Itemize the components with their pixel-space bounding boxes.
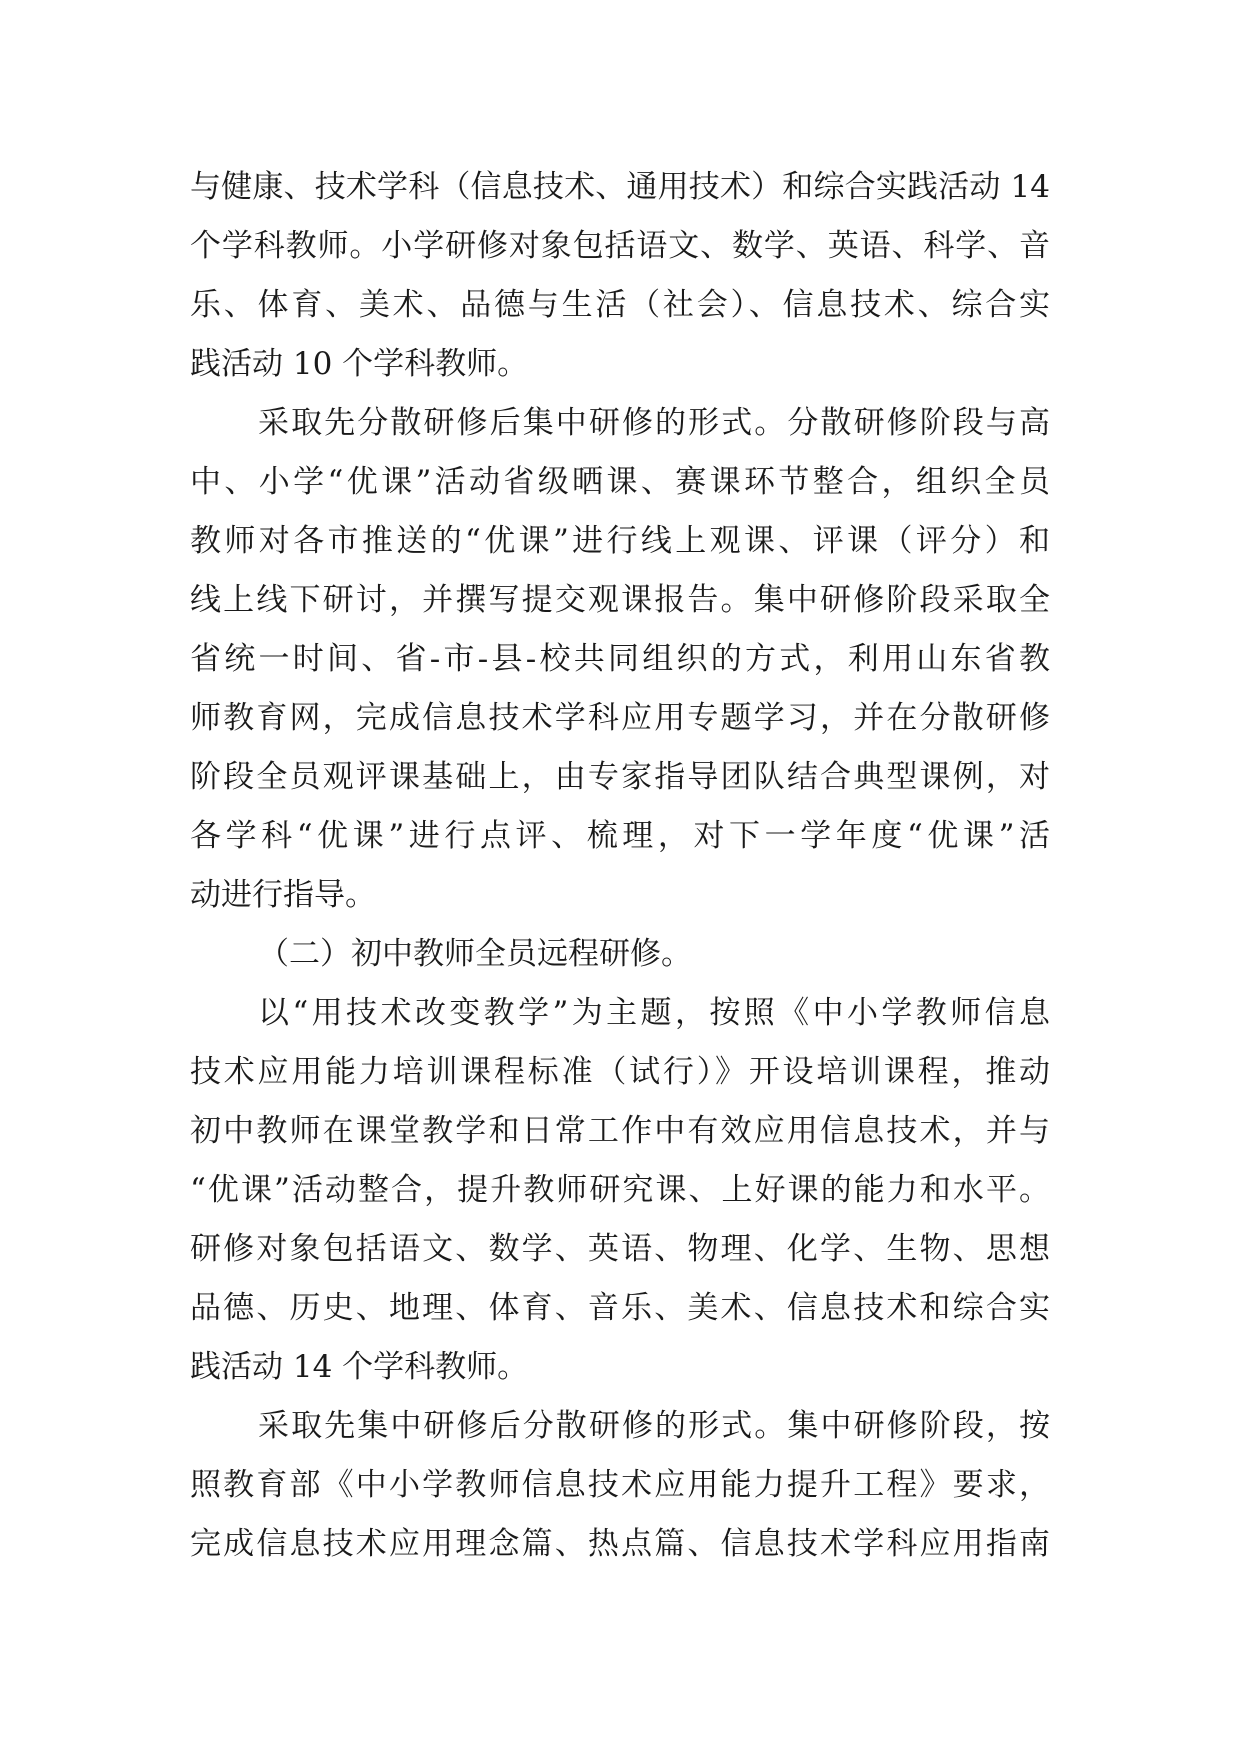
text-line: 阶段全员观评课基础上，由专家指导团队结合典型课例，对 xyxy=(190,759,1050,795)
document-body xyxy=(190,158,1050,1574)
text-line: 照教育部《中小学教师信息技术应用能力提升工程》要求， xyxy=(190,1467,1050,1503)
text-line: 个学科教师。小学研修对象包括语文、数学、英语、科学、音 xyxy=(190,228,1050,264)
text-line: 各学科“优课”进行点评、梳理，对下一学年度“优课”活 xyxy=(190,818,1050,854)
text-line: 省统一时间、省-市-县-校共同组织的方式，利用山东省教 xyxy=(190,641,1050,677)
text-line: 线上线下研讨，并撰写提交观课报告。集中研修阶段采取全 xyxy=(190,582,1050,618)
text-line: 教师对各市推送的“优课”进行线上观课、评课（评分）和 xyxy=(190,523,1050,559)
text-line: 完成信息技术应用理念篇、热点篇、信息技术学科应用指南 xyxy=(190,1526,1050,1562)
text-line: “优课”活动整合，提升教师研究课、上好课的能力和水平。 xyxy=(190,1172,1050,1208)
text-line: 中、小学“优课”活动省级晒课、赛课环节整合，组织全员 xyxy=(190,464,1050,500)
paragraph-first-line: 采取先分散研修后集中研修的形式。分散研修阶段与高 xyxy=(258,405,1050,441)
text-line: 践活动 14 个学科教师。 xyxy=(190,1349,529,1385)
text-line: 践活动 10 个学科教师。 xyxy=(190,346,529,382)
text-line: 技术应用能力培训课程标准（试行）》开设培训课程，推动 xyxy=(190,1054,1050,1090)
text-line: 与健康、技术学科（信息技术、通用技术）和综合实践活动 14 xyxy=(190,169,1050,205)
paragraph-first-line: 以“用技术改变教学”为主题，按照《中小学教师信息 xyxy=(258,995,1050,1031)
paragraph-first-line: 采取先集中研修后分散研修的形式。集中研修阶段，按 xyxy=(258,1408,1050,1444)
text-line: 研修对象包括语文、数学、英语、物理、化学、生物、思想 xyxy=(190,1231,1050,1267)
text-line: 动进行指导。 xyxy=(190,877,376,913)
text-line: 品德、历史、地理、体育、音乐、美术、信息技术和综合实 xyxy=(190,1290,1050,1326)
text-line: 师教育网，完成信息技术学科应用专题学习，并在分散研修 xyxy=(190,700,1050,736)
section-heading: （二）初中教师全员远程研修。 xyxy=(258,936,692,972)
text-line: 初中教师在课堂教学和日常工作中有效应用信息技术，并与 xyxy=(190,1113,1050,1149)
text-line: 乐、体育、美术、品德与生活（社会）、信息技术、综合实 xyxy=(190,287,1050,323)
